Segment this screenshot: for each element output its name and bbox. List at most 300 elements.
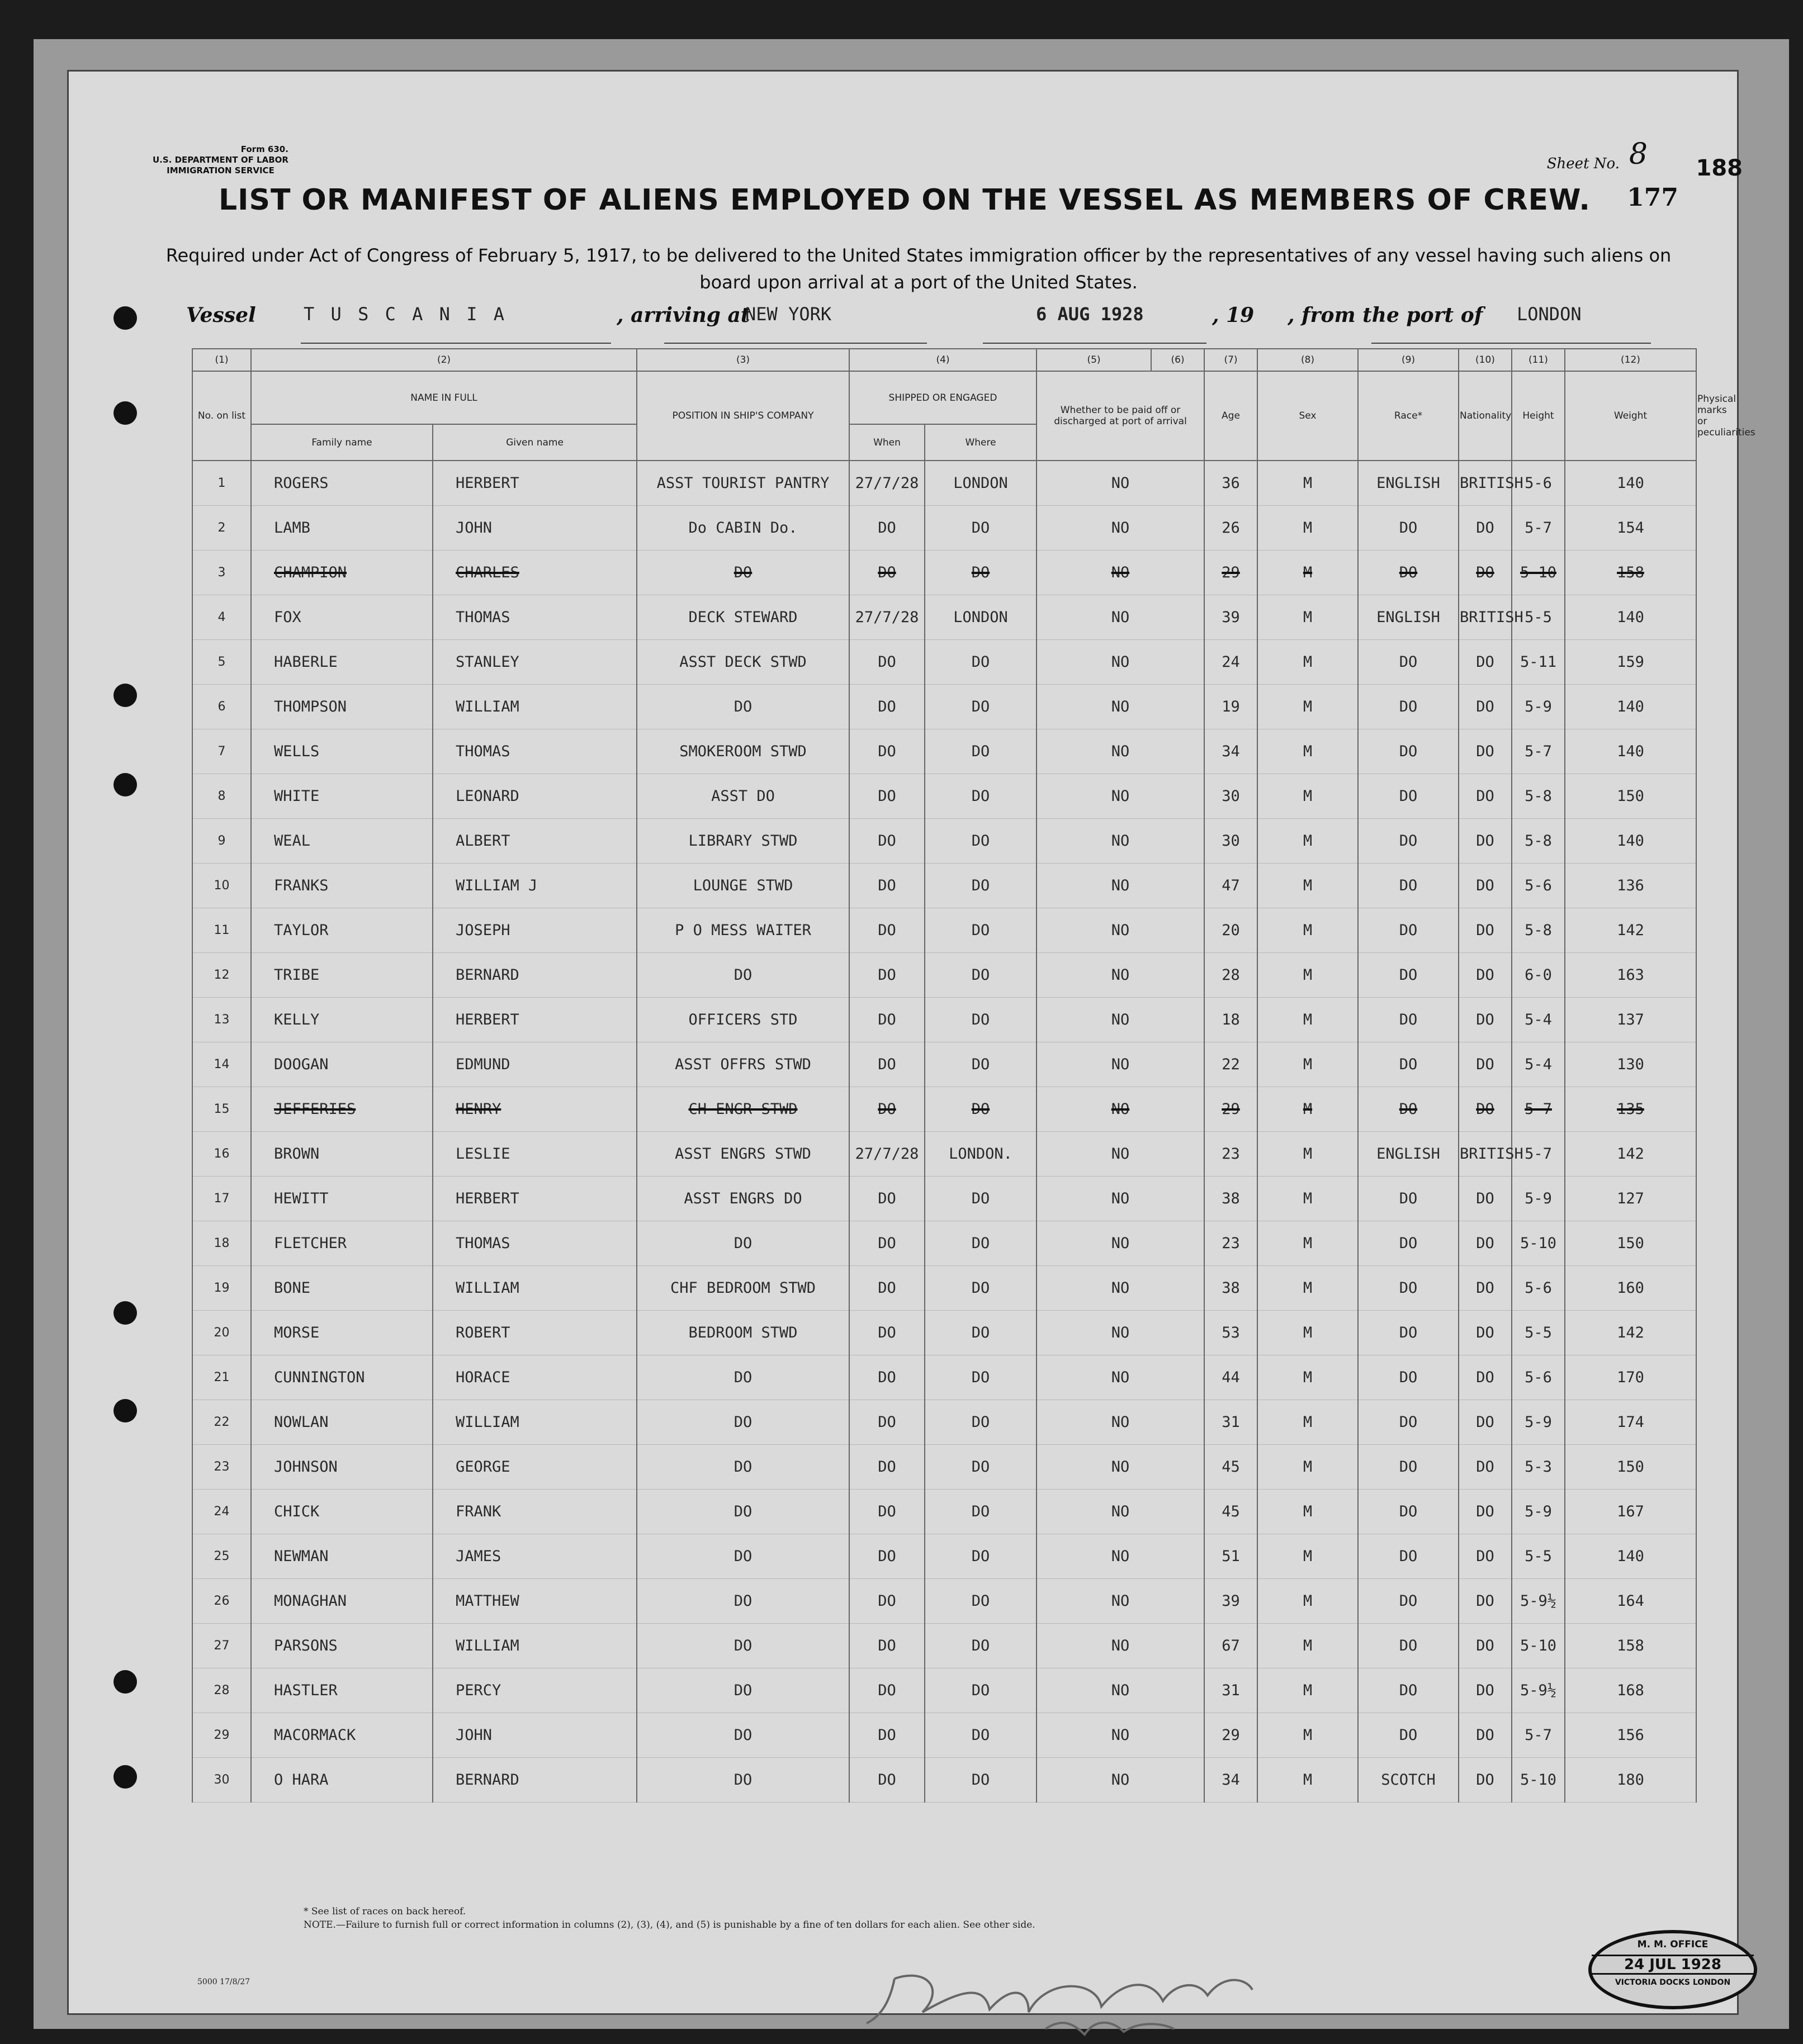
sex-cell: M [1257, 1758, 1358, 1803]
rule [1371, 343, 1651, 344]
sex-cell: M [1257, 1579, 1358, 1624]
weight-cell: 137 [1565, 998, 1696, 1042]
row-number-cell: 6 [192, 685, 251, 729]
given-name-cell: BERNARD [433, 1758, 637, 1803]
table-row [192, 1177, 1696, 1221]
age-cell: 29 [1204, 551, 1257, 595]
height-cell: 5-9½ [1512, 1579, 1565, 1624]
sex-cell: M [1257, 1400, 1358, 1445]
sex-cell: M [1257, 1355, 1358, 1400]
shipped-when-cell: DO [849, 1445, 925, 1490]
sex-cell: M [1257, 1221, 1358, 1266]
sex-cell: M [1257, 1490, 1358, 1534]
shipped-where-cell: DO [925, 1177, 1037, 1221]
shipped-where-cell: DO [925, 1042, 1037, 1087]
given-name-cell: WILLIAM [433, 685, 637, 729]
sex-cell: M [1257, 908, 1358, 953]
height-cell: 5-9½ [1512, 1668, 1565, 1713]
shipped-when-cell: DO [849, 551, 925, 595]
receipt-stamp [1588, 1930, 1757, 2009]
shipped-where-cell: DO [925, 685, 1037, 729]
sex-cell: M [1257, 1177, 1358, 1221]
position-cell: DO [637, 1713, 849, 1758]
position-cell: BEDROOM STWD [637, 1311, 849, 1355]
shipped-when-cell: DO [849, 908, 925, 953]
sex-cell: M [1257, 1132, 1358, 1177]
position-cell: ASST DO [637, 774, 849, 819]
sheet-label: Sheet No. [1546, 155, 1620, 172]
given-name-cell: WILLIAM [433, 1400, 637, 1445]
age-cell: 26 [1204, 506, 1257, 551]
race-cell: DO [1358, 506, 1459, 551]
age-cell: 39 [1204, 595, 1257, 640]
header-age: Age [1204, 371, 1257, 461]
column-number: (10) [1459, 349, 1512, 371]
age-cell: 51 [1204, 1534, 1257, 1579]
punch-hole [113, 684, 137, 707]
height-cell: 5-8 [1512, 774, 1565, 819]
nationality-cell: DO [1459, 864, 1512, 908]
shipped-when-cell: DO [849, 1758, 925, 1803]
form-identifier [153, 144, 288, 176]
shipped-where-cell: DO [925, 1400, 1037, 1445]
weight-cell: 127 [1565, 1177, 1696, 1221]
header-family-name: Family name [251, 424, 433, 461]
family-name-cell: ROGERS [251, 461, 433, 506]
weight-cell: 174 [1565, 1400, 1696, 1445]
nationality-cell: DO [1459, 1311, 1512, 1355]
position-cell: DO [637, 1445, 849, 1490]
shipped-when-cell: DO [849, 1624, 925, 1668]
position-cell: DO [637, 1490, 849, 1534]
height-cell: 5-9 [1512, 1400, 1565, 1445]
weight-cell: 164 [1565, 1579, 1696, 1624]
header-when: When [849, 424, 925, 461]
family-name-cell: WELLS [251, 729, 433, 774]
family-name-cell: WEAL [251, 819, 433, 864]
family-name-cell: BONE [251, 1266, 433, 1311]
given-name-cell: PERCY [433, 1668, 637, 1713]
family-name-cell: DOOGAN [251, 1042, 433, 1087]
shipped-when-cell: DO [849, 729, 925, 774]
punch-hole [113, 1301, 137, 1325]
position-cell: DO [637, 1579, 849, 1624]
department: U.S. DEPARTMENT OF LABOR [153, 155, 288, 165]
paid-off-cell: NO [1037, 1668, 1204, 1713]
row-number-cell: 17 [192, 1177, 251, 1221]
header-nationality: Nationality [1459, 371, 1512, 461]
race-cell: DO [1358, 1311, 1459, 1355]
manifest-page [67, 70, 1755, 2015]
weight-cell: 170 [1565, 1355, 1696, 1400]
weight-cell: 158 [1565, 551, 1696, 595]
age-cell: 20 [1204, 908, 1257, 953]
shipped-when-cell: DO [849, 1534, 925, 1579]
nationality-cell: BRITISH [1459, 595, 1512, 640]
nationality-cell: BRITISH [1459, 461, 1512, 506]
position-cell: DO [637, 1355, 849, 1400]
paid-off-cell: NO [1037, 685, 1204, 729]
table-row [192, 551, 1696, 595]
age-cell: 34 [1204, 729, 1257, 774]
nationality-cell: DO [1459, 1668, 1512, 1713]
race-cell: DO [1358, 1266, 1459, 1311]
table-row [192, 1445, 1696, 1490]
position-cell: DO [637, 1668, 849, 1713]
sex-cell: M [1257, 595, 1358, 640]
footnote-note: NOTE.—Failure to furnish full or correct information in columns (2), (3), (4), and (5) is punishable by a fine of ten dollars for each alien. See other side. [304, 1919, 1035, 1931]
paid-off-cell: NO [1037, 953, 1204, 998]
shipped-when-cell: 27/7/28 [849, 1132, 925, 1177]
given-name-cell: HERBERT [433, 461, 637, 506]
table-row [192, 1758, 1696, 1803]
nationality-cell: DO [1459, 1400, 1512, 1445]
race-cell: DO [1358, 1087, 1459, 1132]
height-cell: 5-10 [1512, 1758, 1565, 1803]
row-number-cell: 27 [192, 1624, 251, 1668]
given-name-cell: JOHN [433, 506, 637, 551]
weight-cell: 140 [1565, 1534, 1696, 1579]
row-number-cell: 9 [192, 819, 251, 864]
weight-cell: 142 [1565, 908, 1696, 953]
family-name-cell: JOHNSON [251, 1445, 433, 1490]
table-row [192, 1311, 1696, 1355]
weight-cell: 140 [1565, 595, 1696, 640]
given-name-cell: STANLEY [433, 640, 637, 685]
nationality-cell: DO [1459, 1042, 1512, 1087]
age-cell: 23 [1204, 1132, 1257, 1177]
height-cell: 5-5 [1512, 595, 1565, 640]
height-cell: 5-5 [1512, 1534, 1565, 1579]
table-row [192, 1624, 1696, 1668]
race-cell: DO [1358, 1490, 1459, 1534]
table-row [192, 1042, 1696, 1087]
nationality-cell: DO [1459, 774, 1512, 819]
race-cell: DO [1358, 729, 1459, 774]
height-cell: 5-7 [1512, 1132, 1565, 1177]
column-number: (1) [192, 349, 251, 371]
age-cell: 31 [1204, 1400, 1257, 1445]
height-cell: 5-5 [1512, 1311, 1565, 1355]
paid-off-cell: NO [1037, 506, 1204, 551]
nationality-cell: DO [1459, 1221, 1512, 1266]
row-number-cell: 13 [192, 998, 251, 1042]
paid-off-cell: NO [1037, 864, 1204, 908]
height-cell: 5-10 [1512, 551, 1565, 595]
paid-off-cell: NO [1037, 1087, 1204, 1132]
race-cell: DO [1358, 1042, 1459, 1087]
age-cell: 30 [1204, 774, 1257, 819]
age-cell: 18 [1204, 998, 1257, 1042]
position-cell: P O MESS WAITER [637, 908, 849, 953]
position-cell: ASST ENGRS DO [637, 1177, 849, 1221]
weight-cell: 154 [1565, 506, 1696, 551]
stamp-date: 24 JUL 1928 [1592, 1955, 1754, 1975]
race-cell: DO [1358, 998, 1459, 1042]
family-name-cell: FOX [251, 595, 433, 640]
paid-off-cell: NO [1037, 1445, 1204, 1490]
sex-cell: M [1257, 1445, 1358, 1490]
shipped-where-cell: DO [925, 1579, 1037, 1624]
vessel-label: Vessel [186, 303, 256, 327]
position-cell: CHF BEDROOM STWD [637, 1266, 849, 1311]
weight-cell: 168 [1565, 1668, 1696, 1713]
sex-cell: M [1257, 1087, 1358, 1132]
shipped-where-cell: DO [925, 774, 1037, 819]
paid-off-cell: NO [1037, 1758, 1204, 1803]
shipped-when-cell: DO [849, 1311, 925, 1355]
height-cell: 5-9 [1512, 685, 1565, 729]
weight-cell: 142 [1565, 1132, 1696, 1177]
shipped-when-cell: DO [849, 1713, 925, 1758]
height-cell: 5-6 [1512, 1355, 1565, 1400]
shipped-when-cell: DO [849, 1579, 925, 1624]
paid-off-cell: NO [1037, 1311, 1204, 1355]
age-cell: 30 [1204, 819, 1257, 864]
family-name-cell: MACORMACK [251, 1713, 433, 1758]
table-row [192, 1132, 1696, 1177]
nationality-cell: DO [1459, 1266, 1512, 1311]
weight-cell: 140 [1565, 461, 1696, 506]
stamped-number: 188 [1696, 155, 1743, 181]
table-row [192, 729, 1696, 774]
paid-off-cell: NO [1037, 1042, 1204, 1087]
punch-hole [113, 401, 137, 425]
nationality-cell: DO [1459, 1713, 1512, 1758]
service: IMMIGRATION SERVICE [167, 165, 275, 176]
header-no: No. on list [192, 371, 251, 461]
row-number-cell: 10 [192, 864, 251, 908]
given-name-cell: LEONARD [433, 774, 637, 819]
height-cell: 5-6 [1512, 461, 1565, 506]
column-number: (8) [1257, 349, 1358, 371]
row-number-cell: 21 [192, 1355, 251, 1400]
height-cell: 5-8 [1512, 908, 1565, 953]
paid-off-cell: NO [1037, 1132, 1204, 1177]
race-cell: DO [1358, 1534, 1459, 1579]
shipped-where-cell: LONDON. [925, 1132, 1037, 1177]
family-name-cell: TRIBE [251, 953, 433, 998]
table-row [192, 1266, 1696, 1311]
header-position: POSITION IN SHIP'S COMPANY [637, 371, 849, 461]
given-name-cell: HENRY [433, 1087, 637, 1132]
row-number-cell: 1 [192, 461, 251, 506]
header-shipped: SHIPPED OR ENGAGED [849, 371, 1037, 424]
shipped-when-cell: DO [849, 1490, 925, 1534]
sex-cell: M [1257, 1042, 1358, 1087]
rule [983, 343, 1206, 344]
height-cell: 5-8 [1512, 819, 1565, 864]
paid-off-cell: NO [1037, 774, 1204, 819]
race-cell: DO [1358, 1579, 1459, 1624]
nationality-cell: DO [1459, 506, 1512, 551]
paid-off-cell: NO [1037, 551, 1204, 595]
race-cell: DO [1358, 1668, 1459, 1713]
age-cell: 29 [1204, 1087, 1257, 1132]
paid-off-cell: NO [1037, 819, 1204, 864]
height-cell: 5-10 [1512, 1221, 1565, 1266]
row-number-cell: 8 [192, 774, 251, 819]
weight-cell: 142 [1565, 1311, 1696, 1355]
punch-hole [113, 773, 137, 796]
position-cell: ASST OFFRS STWD [637, 1042, 849, 1087]
punch-hole [113, 1399, 137, 1422]
shipped-where-cell: DO [925, 998, 1037, 1042]
position-cell: DO [637, 1534, 849, 1579]
row-number-cell: 20 [192, 1311, 251, 1355]
shipped-when-cell: DO [849, 1400, 925, 1445]
nationality-cell: DO [1459, 685, 1512, 729]
row-number-cell: 2 [192, 506, 251, 551]
row-number-cell: 15 [192, 1087, 251, 1132]
position-cell: LIBRARY STWD [637, 819, 849, 864]
shipped-where-cell: DO [925, 1266, 1037, 1311]
punch-hole [113, 1765, 137, 1789]
column-number: (12) [1565, 349, 1696, 371]
shipped-where-cell: DO [925, 1758, 1037, 1803]
rule [301, 343, 611, 344]
shipped-when-cell: DO [849, 1221, 925, 1266]
age-cell: 38 [1204, 1177, 1257, 1221]
year-label: , 19 [1212, 303, 1255, 327]
family-name-cell: FRANKS [251, 864, 433, 908]
family-name-cell: BROWN [251, 1132, 433, 1177]
weight-cell: 159 [1565, 640, 1696, 685]
family-name-cell: NOWLAN [251, 1400, 433, 1445]
age-cell: 31 [1204, 1668, 1257, 1713]
age-cell: 67 [1204, 1624, 1257, 1668]
weight-cell: 140 [1565, 819, 1696, 864]
weight-cell: 135 [1565, 1087, 1696, 1132]
family-name-cell: JEFFERIES [251, 1087, 433, 1132]
sex-cell: M [1257, 998, 1358, 1042]
position-cell: DO [637, 1758, 849, 1803]
family-name-cell: CHICK [251, 1490, 433, 1534]
column-number: (7) [1204, 349, 1257, 371]
column-number: (5) [1037, 349, 1151, 371]
shipped-where-cell: DO [925, 1355, 1037, 1400]
position-cell: DO [637, 1221, 849, 1266]
given-name-cell: THOMAS [433, 729, 637, 774]
nationality-cell: DO [1459, 1445, 1512, 1490]
paid-off-cell: NO [1037, 1266, 1204, 1311]
row-number-cell: 19 [192, 1266, 251, 1311]
given-name-cell: MATTHEW [433, 1579, 637, 1624]
row-number-cell: 24 [192, 1490, 251, 1534]
given-name-cell: BERNARD [433, 953, 637, 998]
race-cell: DO [1358, 1445, 1459, 1490]
position-cell: SMOKEROOM STWD [637, 729, 849, 774]
height-cell: 5-6 [1512, 1266, 1565, 1311]
weight-cell: 156 [1565, 1713, 1696, 1758]
table-row [192, 1490, 1696, 1534]
given-name-cell: WILLIAM J [433, 864, 637, 908]
sex-cell: M [1257, 685, 1358, 729]
table-row [192, 998, 1696, 1042]
arrival-port: NEW YORK [745, 303, 832, 325]
shipped-when-cell: 27/7/28 [849, 595, 925, 640]
sex-cell: M [1257, 506, 1358, 551]
position-cell: DO [637, 1400, 849, 1445]
family-name-cell: KELLY [251, 998, 433, 1042]
table-row [192, 461, 1696, 506]
race-cell: DO [1358, 551, 1459, 595]
nationality-cell: DO [1459, 729, 1512, 774]
race-cell: DO [1358, 1355, 1459, 1400]
nationality-cell: DO [1459, 953, 1512, 998]
column-number: (4) [849, 349, 1037, 371]
table-row [192, 506, 1696, 551]
header-sex: Sex [1257, 371, 1358, 461]
given-name-cell: ALBERT [433, 819, 637, 864]
row-number-cell: 4 [192, 595, 251, 640]
race-cell: SCOTCH [1358, 1758, 1459, 1803]
paid-off-cell: NO [1037, 1490, 1204, 1534]
table-row [192, 1534, 1696, 1579]
shipped-when-cell: DO [849, 953, 925, 998]
shipped-where-cell: DO [925, 1668, 1037, 1713]
weight-cell: 158 [1565, 1624, 1696, 1668]
shipped-when-cell: DO [849, 685, 925, 729]
weight-cell: 150 [1565, 1221, 1696, 1266]
age-cell: 39 [1204, 1579, 1257, 1624]
weight-cell: 160 [1565, 1266, 1696, 1311]
position-cell: ASST TOURIST PANTRY [637, 461, 849, 506]
age-cell: 47 [1204, 864, 1257, 908]
table-row [192, 685, 1696, 729]
paid-off-cell: NO [1037, 1534, 1204, 1579]
sex-cell: M [1257, 953, 1358, 998]
height-cell: 5-9 [1512, 1177, 1565, 1221]
sex-cell: M [1257, 1713, 1358, 1758]
race-cell: DO [1358, 1624, 1459, 1668]
sex-cell: M [1257, 774, 1358, 819]
age-cell: 44 [1204, 1355, 1257, 1400]
paid-off-cell: NO [1037, 461, 1204, 506]
shipped-where-cell: DO [925, 953, 1037, 998]
race-cell: DO [1358, 774, 1459, 819]
paid-off-cell: NO [1037, 1221, 1204, 1266]
given-name-cell: ROBERT [433, 1311, 637, 1355]
position-cell: DO [637, 685, 849, 729]
family-name-cell: LAMB [251, 506, 433, 551]
column-number: (9) [1358, 349, 1459, 371]
position-cell: CH ENGR STWD [637, 1087, 849, 1132]
paid-off-cell: NO [1037, 908, 1204, 953]
vessel-name: T U S C A N I A [304, 303, 507, 325]
arriving-label: , arriving at [617, 303, 750, 327]
sex-cell: M [1257, 1624, 1358, 1668]
row-number-cell: 23 [192, 1445, 251, 1490]
header-given-name: Given name [433, 424, 637, 461]
given-name-cell: GEORGE [433, 1445, 637, 1490]
height-cell: 5-4 [1512, 1042, 1565, 1087]
family-name-cell: PARSONS [251, 1624, 433, 1668]
family-name-cell: THOMPSON [251, 685, 433, 729]
height-cell: 5-7 [1512, 729, 1565, 774]
given-name-cell: FRANK [433, 1490, 637, 1534]
race-cell: DO [1358, 908, 1459, 953]
height-cell: 5-7 [1512, 1713, 1565, 1758]
height-cell: 6-0 [1512, 953, 1565, 998]
row-number-cell: 7 [192, 729, 251, 774]
shipped-where-cell: DO [925, 729, 1037, 774]
header-where: Where [925, 424, 1037, 461]
age-cell: 45 [1204, 1490, 1257, 1534]
shipped-where-cell: DO [925, 1490, 1037, 1534]
shipped-where-cell: DO [925, 1311, 1037, 1355]
shipped-where-cell: DO [925, 819, 1037, 864]
